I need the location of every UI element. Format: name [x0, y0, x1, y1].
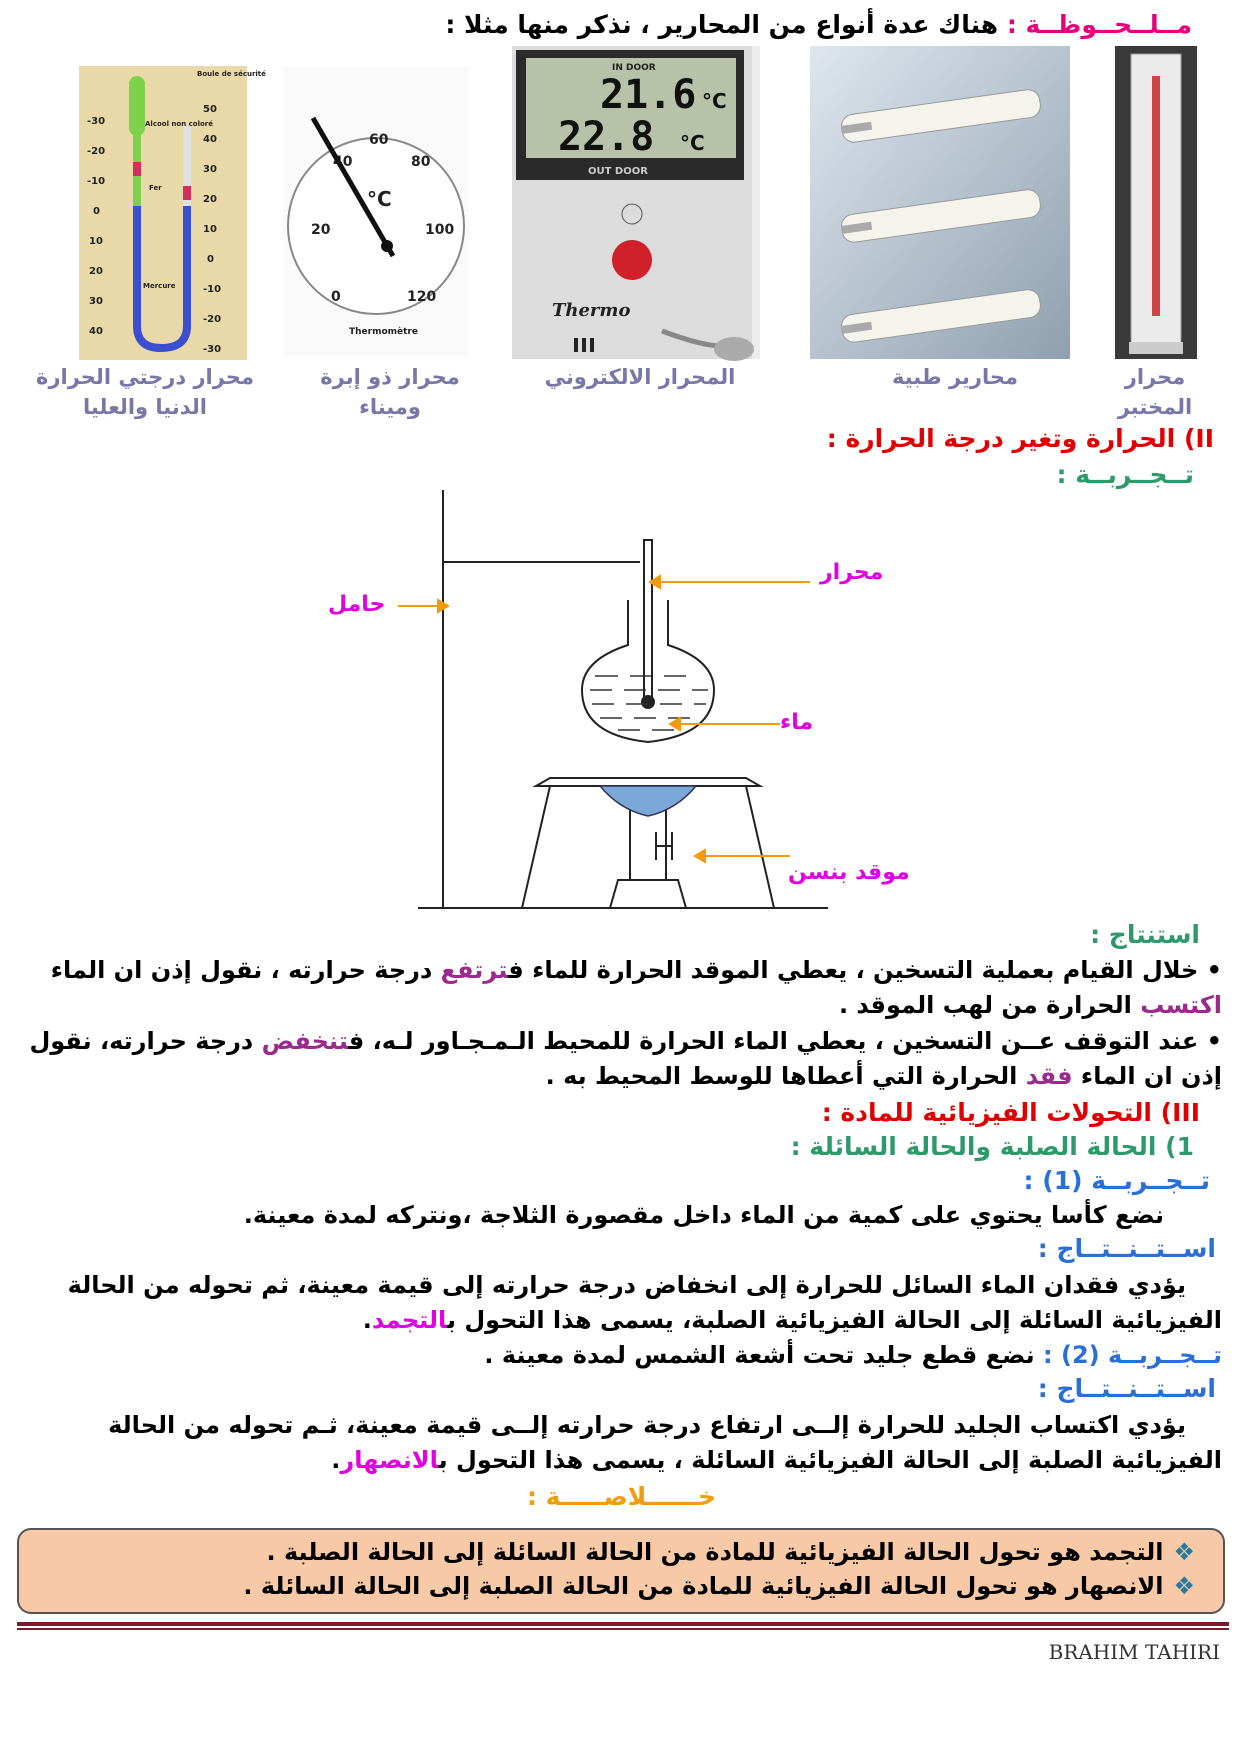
lab-thermometer-photo — [1115, 46, 1197, 359]
label-thermometer: محرار — [820, 560, 884, 585]
conclusion-heading: استنتاج : — [1090, 920, 1200, 949]
svg-text:Mercure: Mercure — [143, 282, 176, 290]
section2-experiment-label: تــجــربــة : — [1056, 460, 1194, 489]
caption-lab-thermometer: محرار المختبر — [1117, 365, 1193, 419]
label-water: ماء — [780, 710, 814, 735]
experiment2-line — [22, 1338, 1222, 1373]
dial-thermometer-photo — [283, 66, 469, 356]
caption-medical-thermometers: محارير طبية — [891, 365, 1019, 389]
footer-rule-thin — [17, 1628, 1229, 1630]
svg-text:40: 40 — [333, 154, 353, 170]
diamond-bullet-icon: ❖ — [1173, 1538, 1195, 1566]
svg-text:OUT DOOR: OUT DOOR — [588, 166, 648, 177]
footer-author: BRAHIM TAHIRI — [1048, 1640, 1220, 1664]
svg-text:-30: -30 — [87, 116, 106, 127]
svg-text:°C: °C — [680, 131, 705, 155]
svg-text:10: 10 — [203, 224, 217, 235]
conclusion1-text: يؤدي فقدان الماء السائل للحرارة إلى انخفاض درجة حرارته إلى قيمة معينة، ثم تحوله من الحالة الفيزيائية السائلة إلى الحالة الفيزيائية الصلبة، يسمى هذا التحول بالتجمد. — [67, 1271, 1222, 1334]
summary-box — [17, 1528, 1225, 1614]
svg-text:°C: °C — [702, 89, 727, 113]
svg-text:30: 30 — [203, 164, 217, 175]
lab-thermometer-icon — [1115, 46, 1197, 359]
svg-text:0: 0 — [331, 289, 341, 305]
conclusion1-label: اســتــنــتــاج : — [1037, 1234, 1216, 1263]
svg-text:40: 40 — [203, 134, 217, 145]
svg-text:Fer: Fer — [149, 184, 162, 192]
experiment1-text: نضع كأسا يحتوي على كمية من الماء داخل مقصورة الثلاجة ،ونتركه لمدة معينة. — [243, 1201, 1164, 1229]
medical-thermometers-photo — [810, 46, 1070, 359]
experiment1-label: تــجــربــة (1) : — [1023, 1166, 1210, 1195]
svg-text:IN DOOR: IN DOOR — [612, 63, 656, 73]
diamond-bullet-icon: ❖ — [1173, 1572, 1195, 1600]
note-line — [42, 10, 1192, 39]
svg-text:°C: °C — [367, 187, 392, 211]
minmax-thermometer-photo — [79, 66, 266, 360]
note-label: مــلــحــوظــة : — [1006, 10, 1192, 39]
svg-text:60: 60 — [369, 132, 389, 148]
svg-text:-20: -20 — [203, 314, 222, 325]
svg-text:120: 120 — [407, 289, 437, 305]
svg-text:20: 20 — [311, 222, 331, 238]
conclusion-paragraph-2: • عند التوقف عــن التسخين ، يعطي الماء الحرارة للمحيط الـمـجـاور لـه، فتنخفض درجة حرارته، نقول إذن ان الماء فقد الحرارة التي أعطاها للوسط المحيط به . — [29, 1027, 1222, 1090]
conclusion2-text: يؤدي اكتساب الجليد للحرارة إلــى ارتفاع درجة حرارته إلــى قيمة معينة، ثـم تحوله من الحالة الفيزيائية الصلبة إلى الحالة الفيزيائية السائلة ، يسمى هذا التحول بالانصهار. — [108, 1411, 1222, 1474]
conclusion-paragraph-1: • خلال القيام بعملية التسخين ، يعطي الموقد الحرارة للماء فترتفع درجة حرارته ، نقول إذن ان الماء اكتسب الحرارة من لهب الموقد . — [50, 956, 1222, 1019]
svg-text:0: 0 — [93, 206, 100, 217]
svg-text:20: 20 — [89, 266, 103, 277]
caption-minmax-thermometer: محرار درجتي الحرارة الدنيا والعليا — [36, 365, 254, 419]
svg-text:30: 30 — [89, 296, 103, 307]
label-burner: موقد بنسن — [788, 860, 910, 885]
svg-text:100: 100 — [425, 222, 455, 238]
dial-thermometer-icon — [283, 66, 469, 356]
heating-experiment-diagram — [300, 480, 940, 920]
summary-label: خــــــلاصـــــة : — [526, 1482, 716, 1511]
electronic-thermometer-photo — [512, 46, 760, 359]
svg-text:-10: -10 — [203, 284, 222, 295]
flask — [582, 600, 714, 742]
summary-item-2: ❖الانصهار هو تحول الحالة الفيزيائية للمادة من الحالة الصلبة إلى الحالة السائلة . — [243, 1572, 1195, 1600]
label-stand: حامل — [328, 592, 386, 617]
svg-text:10: 10 — [89, 236, 103, 247]
svg-text:21.6: 21.6 — [600, 72, 697, 118]
experiment2-label: تــجــربــة (2) : — [1043, 1341, 1222, 1369]
svg-text:20: 20 — [203, 194, 217, 205]
conclusion2-label: اســتــنــتــاج : — [1037, 1374, 1216, 1403]
electronic-thermometer-icon — [512, 46, 760, 359]
minmax-thermometer-icon — [79, 66, 266, 360]
summary-item-1: ❖التجمد هو تحول الحالة الفيزيائية للمادة من الحالة السائلة إلى الحالة الصلبة . — [266, 1538, 1195, 1566]
caption-dial-thermometer: محرار ذو إبرة وميناء — [320, 365, 460, 419]
svg-text:22.8: 22.8 — [558, 114, 655, 160]
svg-text:Boule de sécurité: Boule de sécurité — [197, 70, 266, 78]
svg-text:Thermomètre: Thermomètre — [349, 327, 418, 337]
section3-title: III) التحولات الفيزيائية للمادة : — [821, 1098, 1200, 1127]
svg-text:40: 40 — [89, 326, 103, 337]
svg-text:50: 50 — [203, 104, 217, 115]
svg-text:Alcool non coloré: Alcool non coloré — [145, 120, 214, 128]
svg-text:-20: -20 — [87, 146, 106, 157]
caption-electronic-thermometer: المحرار الالكتروني — [544, 365, 736, 389]
footer-rule — [17, 1622, 1229, 1626]
medical-thermometer-icon — [810, 46, 1070, 359]
svg-text:0: 0 — [207, 254, 214, 265]
note-text: هناك عدة أنواع من المحارير ، نذكر منها مثلا : — [445, 10, 1007, 39]
svg-text:-10: -10 — [87, 176, 106, 187]
section3-subtitle: 1) الحالة الصلبة والحالة السائلة : — [790, 1132, 1194, 1161]
experiment2-text: نضع قطع جليد تحت أشعة الشمس لمدة معينة . — [484, 1341, 1044, 1369]
section2-title: II) الحرارة وتغير درجة الحرارة : — [826, 424, 1214, 453]
svg-text:Thermo: Thermo — [552, 300, 631, 321]
svg-text:-30: -30 — [203, 344, 222, 355]
svg-text:80: 80 — [411, 154, 431, 170]
